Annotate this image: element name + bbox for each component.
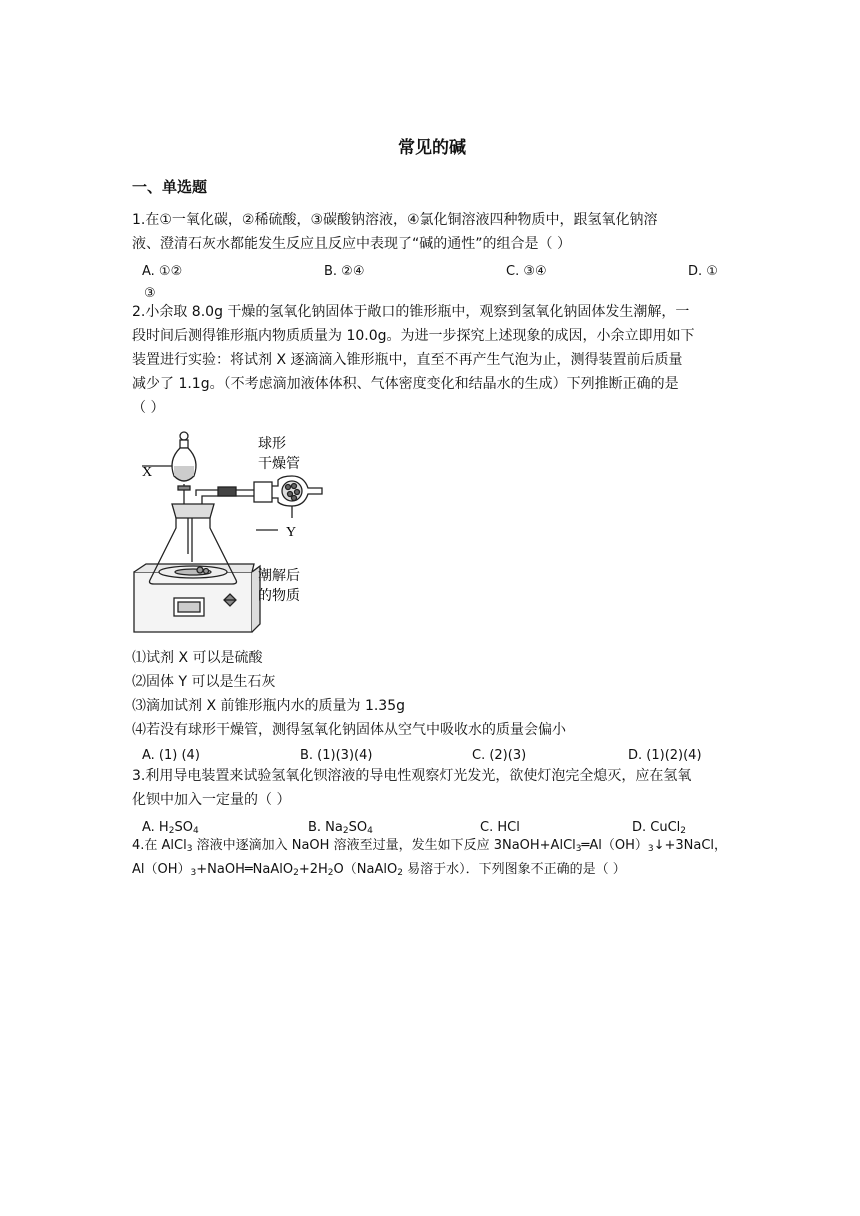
option-a[interactable]: A. $H_2SO_4$ — [142, 820, 199, 836]
option-d[interactable]: D. ① — [688, 264, 718, 279]
question-text-line: 液、澄清石灰水都能发生反应且反应中表现了“碱的通性”的组合是（ ） — [132, 236, 571, 252]
question-2 — [132, 300, 732, 420]
question-text-line: （ ） — [132, 400, 165, 416]
question-2-statements — [132, 646, 732, 766]
option-c[interactable]: C. ③④ — [506, 264, 547, 279]
section-heading: 一、单选题 — [132, 178, 208, 196]
options-row — [132, 260, 732, 282]
statement: ⑵固体 Y 可以是生石灰 — [132, 674, 276, 690]
question-text-line: $Al(OH)_3+NaOH═NaAlO_2+2H_2O(NaAlO_2$ 易溶于水）．下列图象不正确的是（ ） — [132, 862, 626, 878]
apparatus-figure — [132, 424, 332, 636]
label-x: X — [142, 465, 153, 480]
option-a[interactable]: A. ①② — [142, 264, 183, 279]
option-c[interactable]: C. (2)(3) — [472, 748, 527, 763]
question-1 — [132, 208, 732, 304]
question-text-line: 段时间后测得锥形瓶内物质质量为 10.0g。为进一步探究上述现象的成因，小余立即用如下 — [132, 328, 695, 344]
option-d-continuation: ③ — [144, 286, 156, 301]
question-3 — [132, 764, 732, 838]
option-b[interactable]: B. $Na_2SO_4$ — [308, 820, 373, 836]
label-drying-tube-2: 干燥管 — [258, 456, 300, 472]
question-text-line: 减少了 1.1g。（不考虑滴加液体体积、气体密度变化和结晶水的生成）下列推断正确的是 — [132, 376, 679, 392]
question-text-line: 装置进行实验：将试剂 X 逐滴滴入锥形瓶中，直至不再产生气泡为止，测得装置前后质量 — [132, 352, 683, 368]
option-d[interactable]: D. CuCl$_2$ — [632, 820, 687, 836]
statement: ⑴试剂 X 可以是硫酸 — [132, 650, 263, 666]
option-c[interactable]: C. HCl — [480, 820, 520, 835]
label-drying-tube-1: 球形 — [258, 436, 286, 452]
page-title: 常见的碱 — [398, 138, 466, 158]
label-substance-2: 的物质 — [258, 588, 300, 604]
question-text-line: 化钡中加入一定量的（ ） — [132, 792, 291, 808]
options-row — [132, 744, 732, 766]
question-text-line: 1.在①一氧化碳，②稀硫酸，③碳酸钠溶液，④氯化铜溶液四种物质中，跟氢氧化钠溶 — [132, 212, 658, 228]
statement: ⑷若没有球形干燥管，测得氢氧化钠固体从空气中吸收水的质量会偏小 — [132, 722, 566, 738]
question-4 — [132, 834, 732, 882]
drying-tube — [196, 476, 322, 530]
label-y: Y — [286, 525, 297, 540]
question-text-line: 3.利用导电装置来试验氢氧化钡溶液的导电性观察灯光发光，欲使灯泡完全熄灭，应在氢氧 — [132, 768, 692, 784]
statement: ⑶滴加试剂 X 前锥形瓶内水的质量为 1.35g — [132, 698, 405, 714]
question-text-line: 4.在 AlCl$_3$ 溶液中逐滴加入 NaOH 溶液至过量，发生如下反应 $3NaOH+AlCl_3═Al(OH)_3↓+3NaCl$， — [132, 838, 728, 854]
question-text-line: 2.小余取 8.0g 干燥的氢氧化钠固体于敞口的锥形瓶中，观察到氢氧化钠固体发生潮解，一 — [132, 304, 690, 320]
conical-flask — [150, 504, 237, 584]
option-d[interactable]: D. (1)(2)(4) — [628, 748, 702, 763]
option-b[interactable]: B. (1)(3)(4) — [300, 748, 373, 763]
label-substance-1: 潮解后 — [258, 568, 300, 584]
option-a[interactable]: A. (1) (4) — [142, 748, 200, 763]
option-b[interactable]: B. ②④ — [324, 264, 365, 279]
